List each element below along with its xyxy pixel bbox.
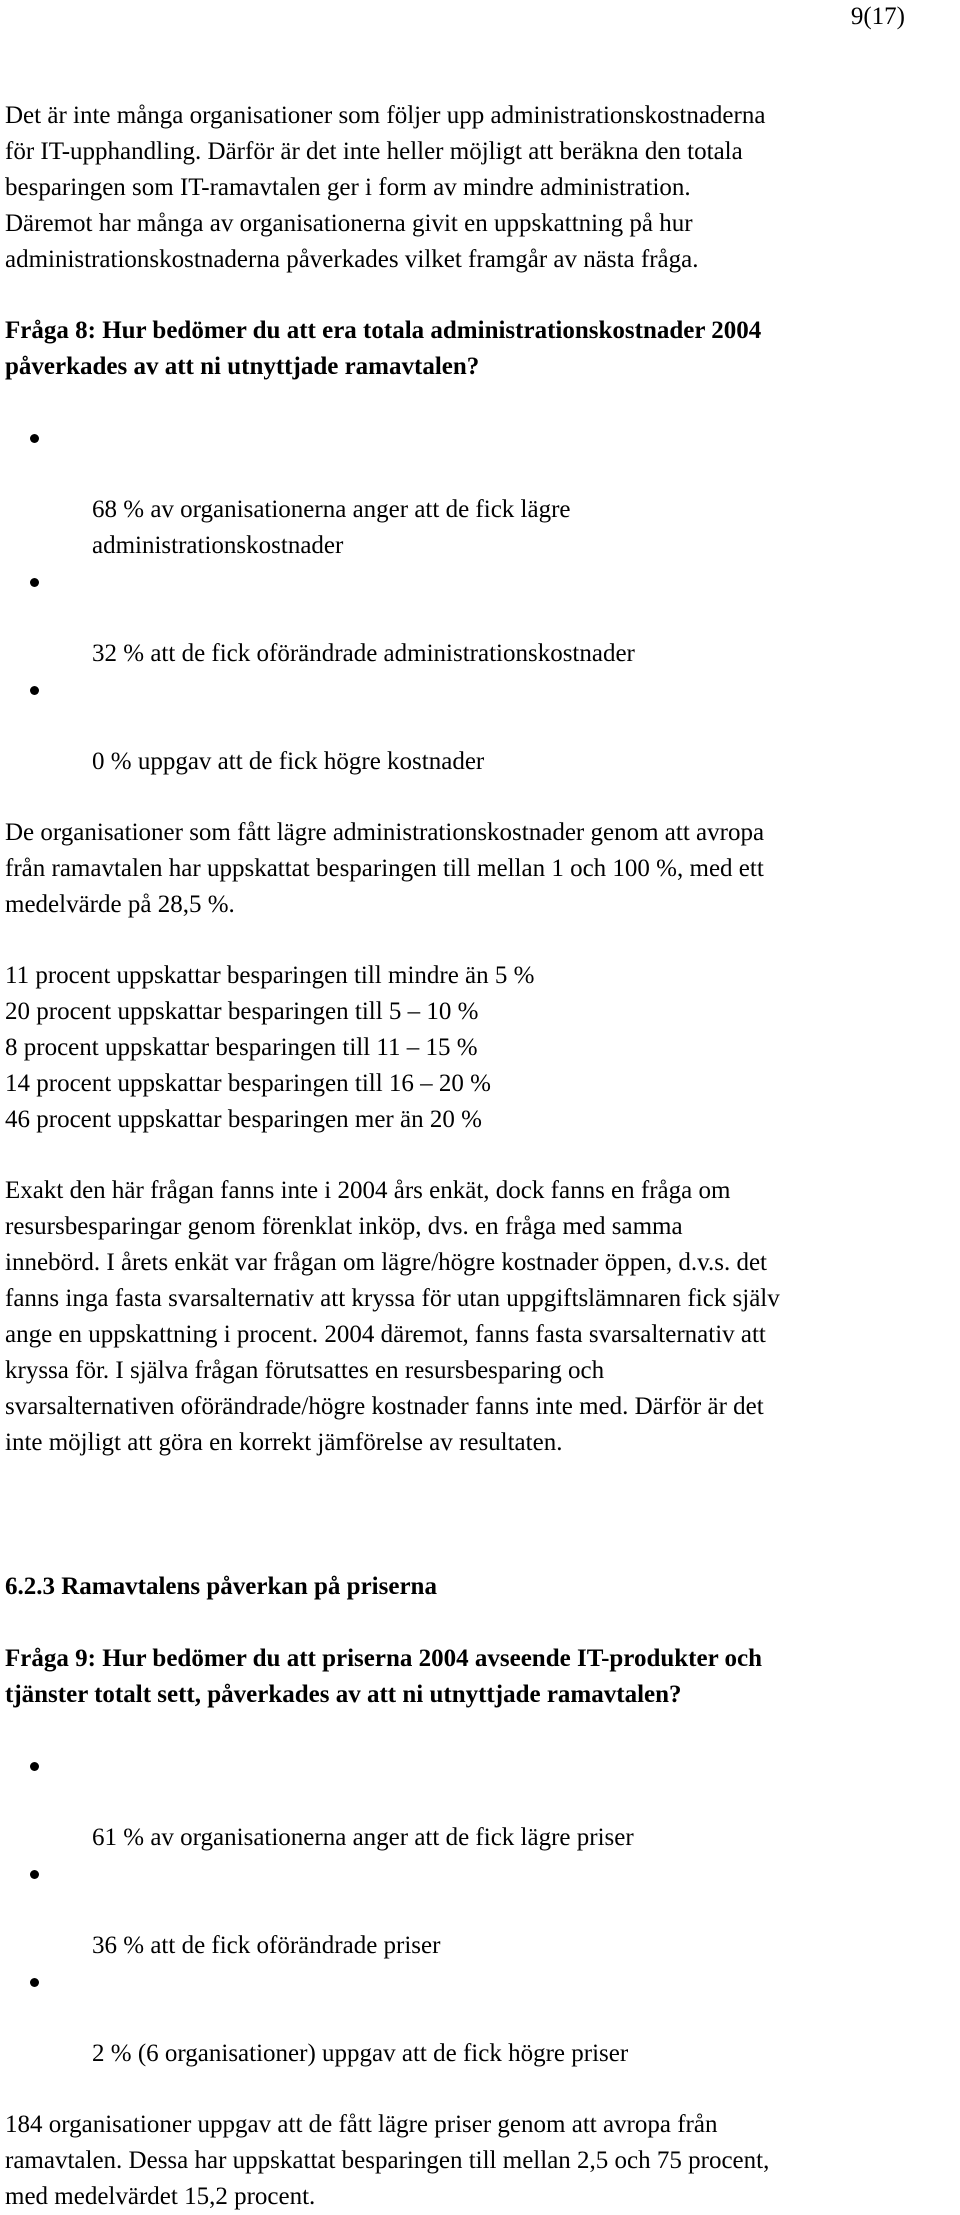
estimate-line: 11 procent uppskattar besparingen till mindre än 5 %: [5, 962, 535, 989]
list-item-text: 61 % av organisationerna anger att de fick lägre priser: [92, 1824, 634, 1851]
question-9-bullet-list: [5, 1748, 955, 2072]
list-item: [5, 420, 955, 564]
estimate-line: 46 procent uppskattar besparingen mer än 20 %: [5, 1106, 482, 1133]
prices-summary-paragraph: 184 organisationer uppgav att de fått lägre priser genom att avropa från ramavtalen. Dessa har uppskattat besparingen till mellan 2,5 och 75 procent, med medelvärdet 15,2 procent.: [5, 2111, 770, 2210]
bullet-icon: [30, 578, 39, 587]
list-item-text: 0 % uppgav att de fick högre kostnader: [92, 748, 485, 775]
intro-paragraph: Det är inte många organisationer som följer upp administrationskostnaderna för IT-upphandling. Därför är det inte heller möjligt att beräkna den totala besparingen som IT-ramavtalen ger i form av mindre administration. Däremot har många av organisationerna givit en uppskattning på hur administrationskostnaderna påverkades vilket framgår av nästa fråga.: [5, 102, 766, 273]
page-number: 9(17): [850, 3, 905, 30]
question-9-heading: Fråga 9: Hur bedömer du att priserna 2004 avseende IT-produkter och tjänster totalt sett, påverkades av att ni utnyttjade ramavtalen?: [5, 1645, 762, 1708]
bullet-icon: [30, 1870, 39, 1879]
list-item: [5, 564, 955, 672]
list-item-text: 68 % av organisationerna anger att de fick lägre administrationskostnader: [92, 496, 571, 559]
bullet-icon: [30, 1762, 39, 1771]
list-item: [5, 672, 955, 780]
list-item-text: 36 % att de fick oförändrade priser: [92, 1932, 441, 1959]
list-item: [5, 1748, 955, 1856]
bullet-icon: [30, 434, 39, 443]
list-item: [5, 1964, 955, 2072]
list-item-text: 32 % att de fick oförändrade administrationskostnader: [92, 640, 635, 667]
document-body: [5, 98, 955, 2215]
section-heading: 6.2.3 Ramavtalens påverkan på priserna: [5, 1573, 437, 1600]
bullet-icon: [30, 1978, 39, 1987]
question-8-bullet-list: [5, 420, 955, 780]
comparison-paragraph: Exakt den här frågan fanns inte i 2004 års enkät, dock fanns en fråga om resursbesparingar genom förenklat inköp, dvs. en fråga med samma innebörd. I årets enkät var frågan om lägre/högre kostnader öppen, d.v.s. det fanns inga fasta svarsalternativ att kryssa för utan uppgiftslämnaren fick själv ange en uppskattning i procent. 2004 däremot, fanns fasta svarsalternativ att kryssa för. I själva frågan förutsattes en resursbesparing och svarsalternativen oförändrade/högre kostnader fanns inte med. Därför är det inte möjligt att göra en korrekt jämförelse av resultaten.: [5, 1177, 780, 1456]
savings-paragraph: De organisationer som fått lägre administrationskostnader genom att avropa från ramavtalen har uppskattat besparingen till mellan 1 och 100 %, med ett medelvärde på 28,5 %.: [5, 819, 765, 918]
list-item-text: 2 % (6 organisationer) uppgav att de fick högre priser: [92, 2040, 629, 2067]
bullet-icon: [30, 686, 39, 695]
estimate-line: 20 procent uppskattar besparingen till 5 – 10 %: [5, 998, 479, 1025]
estimate-line: 14 procent uppskattar besparingen till 16 – 20 %: [5, 1070, 491, 1097]
savings-estimates-list: [5, 958, 955, 1138]
estimate-line: 8 procent uppskattar besparingen till 11 – 15 %: [5, 1034, 478, 1061]
list-item: [5, 1856, 955, 1964]
question-8-heading: Fråga 8: Hur bedömer du att era totala administrationskostnader 2004 påverkades av att ni utnyttjade ramavtalen?: [5, 317, 762, 380]
